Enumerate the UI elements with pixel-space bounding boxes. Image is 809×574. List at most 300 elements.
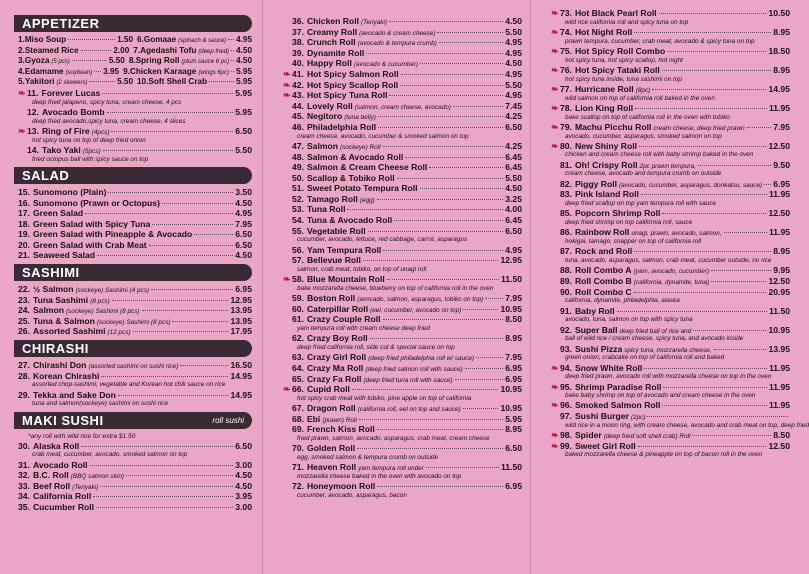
item-note: (5 pcs) [51,59,70,66]
item-name: Spring Roll [135,56,180,66]
dot-leader [439,42,503,43]
item-note: (spinach & sauce) [178,38,227,44]
item-description: bake baby shrimp on top of avocado and cream cheese in the oven [565,392,756,400]
dot-leader [693,330,766,331]
item-note: deep fried ball of rice and [619,327,692,335]
menu-item [551,430,790,441]
item-price: 5.50 [235,144,252,155]
item-number: 12. [27,106,39,117]
menu-item [283,374,522,385]
item-note: (salmon, cream cheese, avocado) [354,103,452,111]
dot-leader [347,209,503,210]
item-price: 18.50 [768,45,790,56]
item-name: Shrimp Paradise Roll [574,381,662,392]
item-price: 3.25 [505,193,522,204]
item-price: 8.95 [505,333,522,344]
dot-leader [764,184,771,185]
section-title: SASHIMI [22,265,80,281]
item-description: prawn tempura, cucumber, crab meat, avocado & spicy tuna on top [565,37,755,45]
item-name: Avocado Roll [32,459,88,470]
item-number: 96. [560,400,572,411]
section-header-chirashi [14,340,252,357]
item-price: 6.50 [235,125,252,136]
item-name: Heaven Roll [306,462,357,473]
dot-leader [394,220,503,221]
item-name: Steamed Rice [24,45,79,55]
appetizer-pairs [18,35,252,88]
dot-leader [359,419,503,420]
item-number: 43. [292,90,304,101]
section-note: roll sushi [212,415,244,425]
item-description: avocado, cucumber, asparagus, smoked salmon on top [565,132,722,140]
item-note: (deep fried philadelphia roll w/ sauce) [368,355,475,363]
item-name: Green Salad with Spicy Tuna [32,218,151,229]
menu-item [551,160,790,171]
item-name: Sunomono (Prawn or Octopus) [32,197,160,208]
item-price: 14.95 [230,370,252,381]
menu-item [283,403,522,414]
item-name: Sunomono (Plain) [32,186,107,197]
item-price: 4.95 [236,35,252,44]
dot-leader [68,39,115,40]
item-number: 77. [560,83,572,94]
item-number: 30. [18,440,30,451]
dot-leader [405,157,503,158]
item-price: 3.00 [235,501,252,512]
item-price: 7.95 [235,218,252,229]
menu-item [283,194,522,205]
item-name: Agedashi Tofu [140,45,197,55]
menu-item [123,67,252,78]
item-description: hot spicy tuna on top of deep fried onion [32,136,146,144]
item-number: 16. [18,197,30,208]
item-description: fried octopus ball with spicy sauce on top [32,155,149,163]
menu-item [18,77,133,88]
menu-item [18,470,252,481]
item-number: 73. [560,8,572,18]
item-price: 13.95 [230,305,252,316]
menu-item [283,304,522,315]
menu-item [18,187,252,198]
item-number: 36. [292,16,304,26]
menu-item [551,227,790,238]
menu-item [18,481,252,492]
chili-icon: ❧ [283,384,291,395]
item-name: Yam Tempura Roll [306,244,382,255]
menu-item [551,265,790,276]
chili-icon: ❧ [551,8,559,18]
item-price: 11.95 [768,381,790,392]
item-number: 91. [560,305,572,316]
item-price: 5.95 [235,87,252,98]
item-number: 51. [292,183,304,194]
dot-leader [662,405,767,406]
menu-item [551,8,790,19]
item-price: 5.50 [505,26,522,37]
chili-icon: ❧ [551,400,559,411]
item-number: 8. [128,56,136,66]
item-name: Lion King Roll [574,102,634,113]
section-header-salad [14,167,252,184]
item-name: Dynamite Roll [306,47,365,58]
item-name: B.C. Roll [32,470,69,481]
menu-item [283,363,522,374]
item-description: deep fried avocado,spicy tuna, cream cheese, 4 slices [32,117,186,125]
chili-icon: ❧ [551,140,559,151]
dot-leader [118,395,229,396]
item-note: (deep fried tuna roll with sauce) [363,376,453,384]
menu-column-2 [262,0,530,574]
item-note: (Teriyaki) [361,19,388,26]
menu-item [18,305,252,316]
item-number: 57. [292,255,304,266]
dot-leader [363,260,499,261]
item-description: deep fried shrimp on top california roll, sauce [565,219,693,227]
dot-leader [659,13,767,14]
menu-item [283,16,522,27]
item-price: 4.95 [505,90,522,101]
chili-icon: ❧ [283,68,291,79]
menu-item [18,126,252,137]
item-name: Crazy Ma Roll [306,362,364,373]
item-price: 1.50 [117,35,133,44]
chili-icon: ❧ [551,381,559,392]
item-note: cream cheese, deep fried prawn [653,124,745,132]
dot-leader [714,349,767,350]
dot-leader [383,250,503,251]
item-name: Spider [574,430,602,441]
item-name: Machu Picchu Roll [574,121,652,132]
dot-leader [662,70,771,71]
item-description: hot spicy tuna, hot spicy scallop, hot night [565,56,683,64]
item-name: Ring of Fire [41,125,90,136]
dot-leader [652,89,766,90]
item-note: (deep fried) [198,48,230,55]
dot-leader [103,150,234,151]
item-price: 6.50 [505,225,522,236]
item-price: 6.95 [505,481,522,492]
menu-item [283,152,522,163]
dot-leader [383,146,504,147]
item-description: avocado, tuna, salmon on top with spicy tuna [565,316,693,324]
item-price: 20.95 [768,286,790,297]
item-name: Philadelphia Roll [306,121,377,132]
dot-leader [420,63,503,64]
item-number: 41. [292,68,304,79]
item-name: Piggy Roll [574,178,617,189]
item-name: Forever Lucas [41,87,101,98]
item-price: 12.95 [230,294,252,305]
item-name: Hot Spicy Salmon Roll [306,68,399,79]
item-price: 6.95 [773,178,790,189]
dot-leader [377,199,503,200]
item-number: 19. [18,229,30,240]
item-description: assorted chop-sashimi, vegetable and Korean hot chili sauce on rice [32,381,226,389]
item-price: 9.50 [773,159,790,170]
item-number: 15. [18,186,30,197]
item-description: bake scallop on top of california roll in the oven with tobiko [565,113,730,121]
item-number: 4. [18,66,25,76]
item-number: 1. [18,35,25,44]
item-note: (4pcs) [91,128,110,136]
dot-leader [142,310,229,311]
item-name: Chicken Karaage [129,66,197,76]
item-number: 24. [18,305,30,316]
item-name: Pink Island Roll [574,189,639,200]
item-name: Scallop & Tobiko Roll [306,172,395,183]
menu-item [551,325,790,336]
dot-leader [72,60,107,61]
menu-item [283,58,522,69]
dot-leader [126,475,233,476]
item-name: Korean Chirashi [32,370,100,381]
item-number: 46. [292,121,304,132]
item-number: 22. [18,284,30,295]
dot-leader [366,53,503,54]
item-name: Oh! Crispy Roll [574,159,638,170]
item-number: 48. [292,151,304,162]
item-description: cream cheese, avocado, cucumber & smoked salmon on top [297,132,469,140]
menu-item [283,27,522,38]
item-price: 10.95 [500,403,522,414]
item-price: 4.95 [505,47,522,58]
menu-item [551,306,790,317]
item-name: Tuna & Avocado Roll [306,215,393,226]
item-name: Soft Shell Crab [148,77,208,87]
item-description: cucumber, avocado, asparagus, bacon [297,491,407,499]
dot-leader [97,255,233,256]
dot-leader [100,486,233,487]
item-note: (california roll, eel on top and sauce) [357,406,461,414]
item-price: 6.50 [235,229,252,240]
item-number: 94. [560,362,572,373]
item-price: 10.95 [500,303,522,314]
item-price: 7.95 [505,352,522,363]
item-number: 14. [27,144,39,155]
dot-leader [389,95,503,96]
item-number: 65. [292,373,304,384]
item-description: hokigai, tamago, snapper on top of california roll [565,238,702,246]
item-price: 5.50 [117,77,133,87]
item-number: 42. [292,79,304,90]
dot-leader [420,188,504,189]
item-number: 21. [18,250,30,261]
dot-leader [638,446,767,447]
item-number: 76. [560,64,572,75]
item-price: 4.50 [235,197,252,208]
item-note: (soybean) [65,69,93,76]
item-name: Salmon & Avocado Roll [306,151,404,162]
item-number: 47. [292,140,304,151]
item-name: Salmon [306,140,338,151]
item-price: 3.95 [235,491,252,502]
item-description: ball of wild rice / cream cheese, spicy tuna, and avocado inside [565,335,744,343]
dot-leader [463,408,499,409]
item-price: 4.50 [235,250,252,261]
item-name: Super Ball [574,324,618,335]
item-price: 4.50 [235,480,252,491]
item-name: Sushi Pizza [574,343,623,354]
item-number: 20. [18,239,30,250]
item-name: Vegetable Roll [306,225,366,236]
item-name: French Kiss Roll [306,424,375,435]
dot-leader [634,292,767,293]
item-number: 93. [560,343,572,354]
item-name: Green Salad with Pineapple & Avocado [32,229,193,240]
dot-leader [429,167,503,168]
item-price: 3.50 [235,186,252,197]
dot-leader [107,112,234,113]
item-name: Snow White Roll [574,362,643,373]
item-description: tuna and salmon(sockeye) sashimi on sushi rice [32,400,169,408]
item-price: 4.50 [235,470,252,481]
chili-icon: ❧ [551,83,559,94]
item-number: 75. [560,45,572,56]
maki-extra-note: *any roll with wild rice for extra $1.50 [28,432,136,440]
item-name: Green Salad [32,208,84,219]
menu-item-pair [18,35,252,46]
item-name: Smoked Salmon Roll [574,400,661,411]
item-note: (sockeye) Sashimi (4 pcs) [75,287,150,295]
dot-leader [662,213,766,214]
item-description: deep fried california roll, side cut & special sauce on top [297,343,455,351]
item-description: crab meat, cucumber, avocado, smoked salmon on top [32,451,188,459]
chili-icon: ❧ [551,102,559,113]
menu-item [18,208,252,219]
item-number: 7. [133,45,141,55]
item-name: Tuna Roll [306,204,346,215]
item-number: 74. [560,26,572,37]
item-number: 79. [560,121,572,132]
item-description: fried prawn, salmon, avocado, asparagus, crab meat, cream cheese [297,434,490,442]
item-name: Golden Roll [306,443,356,454]
item-price: 8.95 [773,64,790,75]
item-description: green onion, crabcake on top of california roll and baked [565,354,725,362]
menu-item-pair [18,56,252,67]
item-number: 61. [292,314,304,325]
item-note: (avocado & tempura crumb) [357,40,437,48]
item-name: Dragon Roll [306,403,356,414]
menu-item [18,360,252,371]
item-name: Yakitori [24,77,55,87]
dot-leader [194,234,233,235]
item-name: Edamame [24,66,64,76]
item-description: bake mozzarella cheese, blueberry on top of california roll in the oven [297,284,494,292]
item-note: (sockeye) Sashimi (8 pcs) [66,308,140,316]
item-price: 5.50 [108,56,125,66]
item-price: 5.95 [236,66,252,76]
dot-leader [747,127,772,128]
item-price: 12.50 [768,275,790,286]
item-note: (avocado & cream cheese) [359,29,436,37]
item-price: 11.95 [768,400,790,411]
dot-leader [231,71,234,72]
dot-leader [724,232,767,233]
item-description: wild rice in a moon ring, with cream cheese, avocado and crab meat on top, deep fried [565,421,809,429]
dot-leader [635,108,767,109]
item-note: (avocado & cucumber) [353,61,419,69]
menu-item [551,363,790,374]
item-name: Tako Yaki [41,144,81,155]
menu-item-pair [18,46,252,57]
dot-leader [663,387,767,388]
dot-leader [152,224,233,225]
item-number: 67. [292,403,304,414]
menu-item [18,88,252,99]
dot-leader [108,192,233,193]
item-name: Beef Roll [32,480,71,491]
item-price: 9.95 [773,265,790,276]
item-number: 98. [560,430,572,441]
sashimi-items [18,284,252,337]
item-name: Creamy Roll [306,26,358,37]
menu-item [551,344,790,355]
item-name: Popcorn Shrimp Roll [574,208,661,219]
item-note: (egg) [359,196,375,204]
dot-leader [85,213,233,214]
item-number: 50. [292,172,304,183]
item-price: 4.95 [235,208,252,219]
dot-leader [96,507,233,508]
dot-leader [180,365,228,366]
item-number: 85. [560,208,572,219]
item-price: 8.95 [505,424,522,435]
menu-item-pair [18,77,252,88]
item-price: 8.95 [773,246,790,257]
item-name: Hot Spicy Roll Combo [574,45,666,56]
item-price: 11.95 [768,102,790,113]
item-description: baked mozzarella cheese & pineapple on top of bacon roll in the oven [565,451,763,459]
item-price: 8.95 [773,26,790,37]
menu-item [283,90,522,101]
menu-item [283,204,522,215]
dot-leader [378,116,503,117]
menu-item [18,107,252,118]
item-name: Assorted Sashimi [32,326,106,337]
menu-item [551,382,790,393]
item-name: Honeymoon Roll [306,481,376,492]
item-price: 3.00 [235,459,252,470]
menu-item [283,245,522,256]
menu-item [283,122,522,133]
item-name: New Shiny Roll [574,140,638,151]
menu-item [551,65,790,76]
item-number: 13. [27,125,39,136]
chili-icon: ❧ [551,121,559,132]
item-number: 62. [292,333,304,344]
item-number: 82. [560,178,572,189]
item-note: (sockeye) Roll [340,143,381,151]
dot-leader [111,131,233,132]
item-name: Alaska Roll [32,440,80,451]
menu-item [551,179,790,190]
dot-leader [465,368,504,369]
section-title: APPETIZER [22,16,100,31]
dot-leader [149,245,234,246]
menu-item [283,274,522,285]
menu-item [283,162,522,173]
chili-icon: ❧ [551,45,559,56]
dot-leader [485,298,503,299]
item-number: 49. [292,162,304,173]
item-number: 87. [560,246,572,257]
item-number: 10. [137,77,149,87]
item-number: 86. [560,227,572,238]
dot-leader [453,106,503,107]
menu-item [18,441,252,452]
dot-leader [639,146,766,147]
menu-item [18,250,252,261]
